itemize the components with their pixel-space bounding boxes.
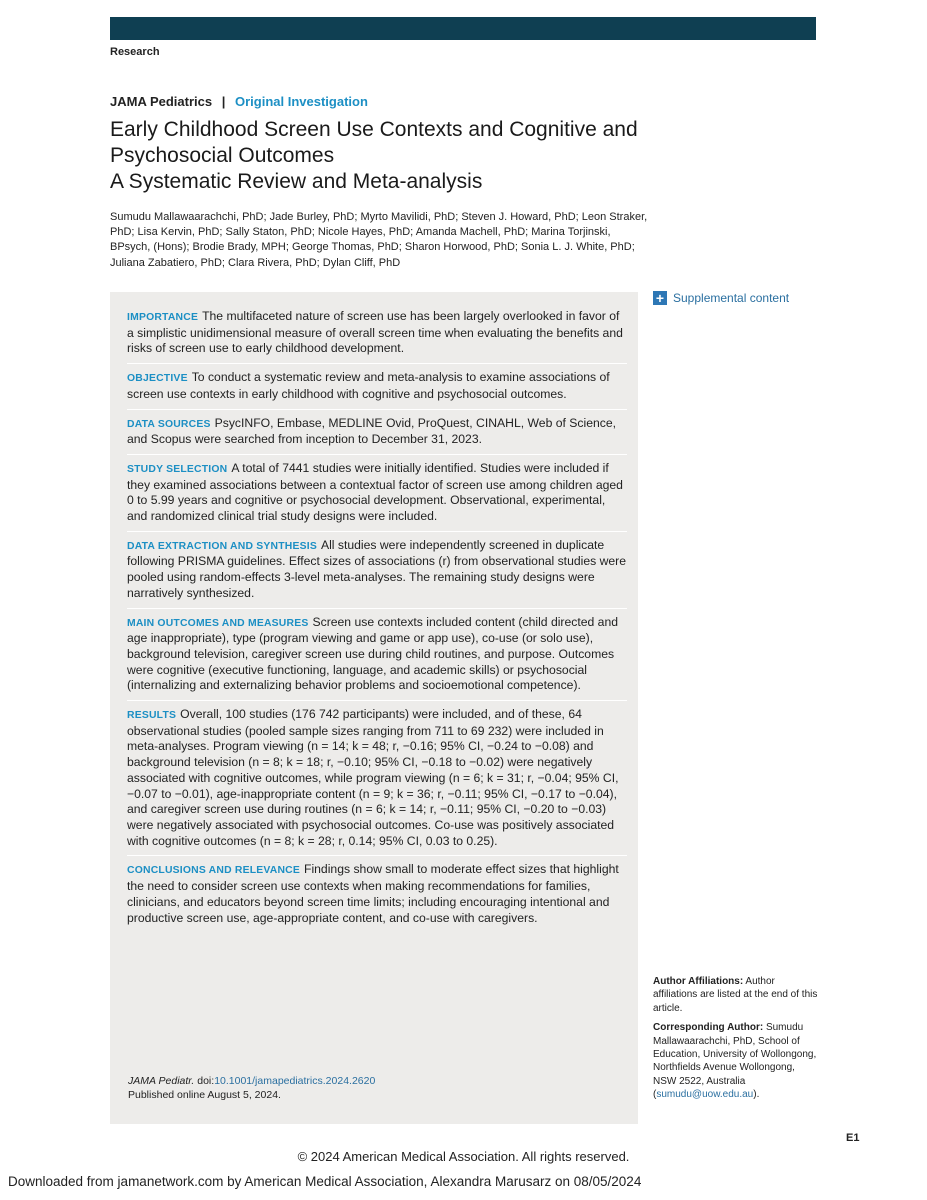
abstract-heading: MAIN OUTCOMES AND MEASURES [127,617,309,629]
journal-line [110,94,368,109]
affiliations-sidebar [653,975,821,1108]
plus-icon: + [653,291,667,305]
abstract-text: Overall, 100 studies (176 742 participants) were included, and of these, 64 observational studies (pooled sample sizes ranging from 711 to 69 232) were included in meta-analyses. Program viewing (n = 14; k = 48; r, −0.16; 95% CI, −0.24 to −0.08) and background television (n = 8; k = 18; r, −0.10; 95% CI, −0.18 to −0.02) were negatively associated with cognitive outcomes, while program viewing (n = 6; k = 31; r, −0.04; 95% CI, −0.07 to −0.01), age-inappropriate content (n = 9; k = 36; r, −0.11; 95% CI, −0.17 to −0.04), and caregiver screen use during routines (n = 6; k = 14; r, −0.11; 95% CI, −0.20 to −0.03) were negatively associated with psychosocial outcomes. Co-use was positively associated with cognitive outcomes (n = 8; k = 28; r, 0.14; 95% CI, 0.03 to 0.25). [127,707,619,848]
abstract-heading: RESULTS [127,710,177,722]
abstract-heading: IMPORTANCE [127,312,199,323]
page-number: E1 [846,1132,860,1144]
affiliations-text: Author affiliations are listed at the end of this article. [653,976,818,1014]
copyright-notice: © 2024 American Medical Association. All rights reserved. [297,1149,630,1164]
title-main: Early Childhood Screen Use Contexts and Cognitive and Psychosocial Outcomes [110,118,638,167]
journal-name: JAMA Pediatrics [110,94,213,109]
abstract-section [127,538,627,609]
journal-separator: | [221,94,226,109]
article-title [110,117,670,195]
title-subtitle: A Systematic Review and Meta-analysis [110,170,483,193]
doi-link[interactable]: 10.1001/jamapediatrics.2024.2620 [214,1075,376,1087]
abstract-section [127,370,627,409]
citation [128,1074,375,1102]
doi-prefix: doi: [197,1075,215,1087]
abstract-heading: OBJECTIVE [127,373,188,385]
abstract-text: Screen use contexts included content (child directed and age inappropriate), type (program viewing and game or app use), co-use (or solo use), background television, caregiver screen use during child routines, and purpose. Outcomes were cognitive (executive functioning, language, and academic skills) or psychosocial (internalizing and externalizing behavior problems and socioemotional competence). [127,614,619,693]
download-notice: Downloaded from jamanetwork.com by American Medical Association, Alexandra Marusarz on 08/05/2024 [8,1174,642,1189]
abstract-section [127,461,627,532]
supplemental-label: Supplemental content [673,291,790,305]
abstract-sections [127,309,627,938]
author-list: Sumudu Mallawaarachchi, PhD; Jade Burley, PhD; Myrto Mavilidi, PhD; Steven J. Howard, PhD; Leon Straker, PhD; Lisa Kervin, PhD; Sally Staton, PhD; Nicole Hayes, PhD; Amanda Machell, PhD; Marina Torjinski, BPsych, (Hons); Brodie Brady, MPH; George Thomas, PhD; Sharon Horwood, PhD; Sonia L. J. White, PhD; Juliana Zabatiero, PhD; Clara Rivera, PhD; Dylan Cliff, PhD [110,211,648,269]
corresponding-text: Sumudu Mallawaarachchi, PhD, School of Education, University of Wollongong, Northfields Avenue Wollongong, NSW 2522, Australia ( [653,1022,817,1101]
supplemental-content-link[interactable] [653,291,789,305]
corresponding-email-link[interactable]: sumudu@uow.edu.au [656,1089,754,1101]
abstract-heading: STUDY SELECTION [127,463,228,475]
article-type: Original Investigation [235,94,368,109]
abstract-heading: DATA SOURCES [127,418,211,430]
author-affiliations [653,975,821,1015]
abstract-section [127,707,627,856]
abstract-box [110,292,638,1124]
abstract-section [127,309,627,364]
header-color-bar [110,17,816,40]
corresponding-label: Corresponding Author: [653,1022,764,1034]
abstract-section [127,615,627,702]
journal-abbrev: JAMA Pediatr. [128,1075,195,1087]
affiliations-label: Author Affiliations: [653,976,744,987]
abstract-text: PsycINFO, Embase, MEDLINE Ovid, ProQuest, CINAHL, Web of Science, and Scopus were searched from inception to December 31, 2023. [127,415,617,447]
abstract-section [127,416,627,455]
abstract-text: To conduct a systematic review and meta-analysis to examine associations of screen use contexts in early childhood with cognitive and psychosocial outcomes. [127,370,610,401]
corresponding-author [653,1021,821,1101]
section-label: Research [110,46,160,58]
abstract-text: All studies were independently screened in duplicate following PRISMA guidelines. Effect sizes of associations (r) from observational studies were pooled using random-effects 3-level meta-analyses. The remaining study designs were narratively synthesized. [127,537,627,600]
published-date: Published online August 5, 2024. [128,1089,281,1101]
abstract-heading: DATA EXTRACTION AND SYNTHESIS [127,540,317,552]
abstract-text: The multifaceted nature of screen use has been largely overlooked in favor of a simplistic unidimensional measure of overall screen time when evaluating the benefits and risks of screen use to early childhood development. [127,309,623,356]
abstract-text: Findings show small to moderate effect sizes that highlight the need to consider screen use contexts when making recommendations for families, clinicians, and educators beyond screen time limits; including encouraging intentional and productive screen use, age-appropriate content, and co-use with caregivers. [127,862,619,925]
corresponding-close: ). [753,1089,760,1101]
abstract-section [127,862,627,932]
abstract-text: A total of 7441 studies were initially identified. Studies were included if they examined associations between a contextual factor of screen use among children aged 0 to 5.99 years and cognitive or psychosocial development. Observational, experimental, and randomized clinical trial study designs were included. [127,460,623,524]
abstract-heading: CONCLUSIONS AND RELEVANCE [127,865,300,877]
